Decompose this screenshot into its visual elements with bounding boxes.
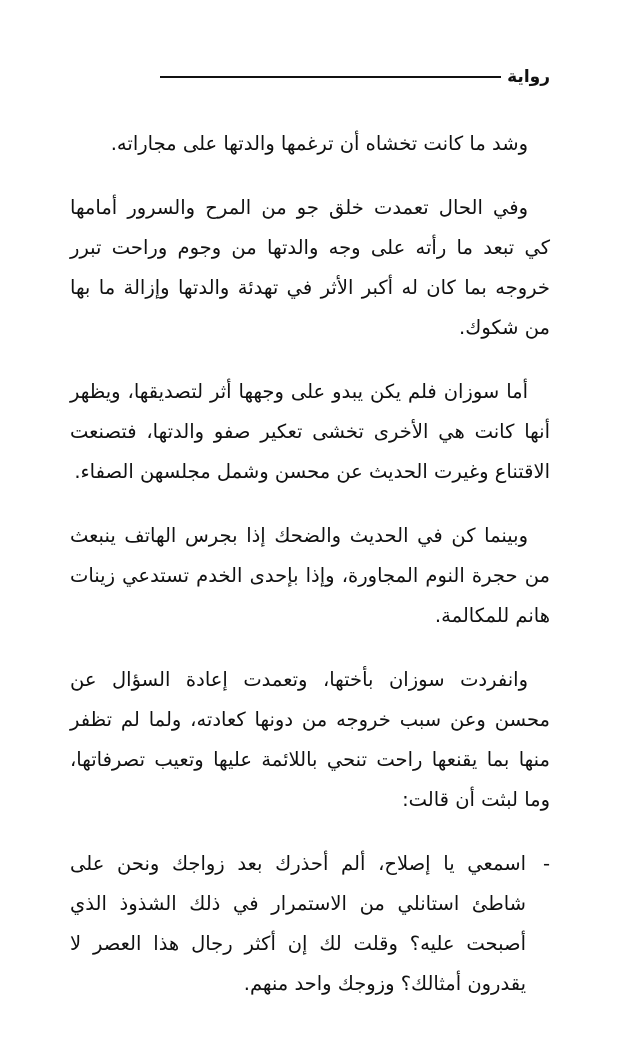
header-rule: [160, 76, 501, 78]
running-header: [160, 62, 550, 92]
paragraph: وبينما كن في الحديث والضحك إذا بجرس الهاتف ينبعث من حجرة النوم المجاورة، وإذا بإحدى الخدم تستدعي زينات هانم للمكالمة.: [70, 524, 550, 627]
paragraph: أما سوزان فلم يكن يبدو على وجهها أثر لتصديقها، ويظهر أنها كانت هي الأخرى تخشى تعكير صفو والدتها، فتصنعت الاقتناع وغيرت الحديث عن محسن وشمل مجلسهن الصفاء.: [70, 380, 550, 483]
paragraph: وفي الحال تعمدت خلق جو من المرح والسرور أمامها كي تبعد ما رأته على وجه والدتها من وجوم وراحت تبرر خروجه بما كان له أكبر الأثر في تهدئة والدتها وإزالة ما بها من شكوك.: [70, 196, 550, 339]
paragraph: وانفردت سوزان بأختها، وتعمدت إعادة السؤال عن محسن وعن سبب خروجه من دونها كعادته، ولما لم تظفر منها بما يقنعها راحت تنحي باللائمة عليها وتعيب تصرفاتها، وما لبثت أن قالت:: [70, 668, 550, 811]
paragraph: وشد ما كانت تخشاه أن ترغمها والدتها على مجاراته.: [110, 132, 528, 155]
dialogue-text: اسمعي يا إصلاح، ألم أحذرك بعد زواجك ونحن على شاطئ استانلي من الاستمرار في ذلك الشذوذ الذي أصبحت عليه؟ وقلت لك إن أكثر رجال هذا العصر لا يقدرون أمثالك؟ وزوجك واحد منهم.: [70, 852, 526, 995]
dialogue-dash: -: [542, 852, 550, 875]
body-text: [70, 124, 550, 1028]
dialogue-paragraph: [70, 844, 550, 1004]
header-title: رواية: [507, 67, 550, 87]
